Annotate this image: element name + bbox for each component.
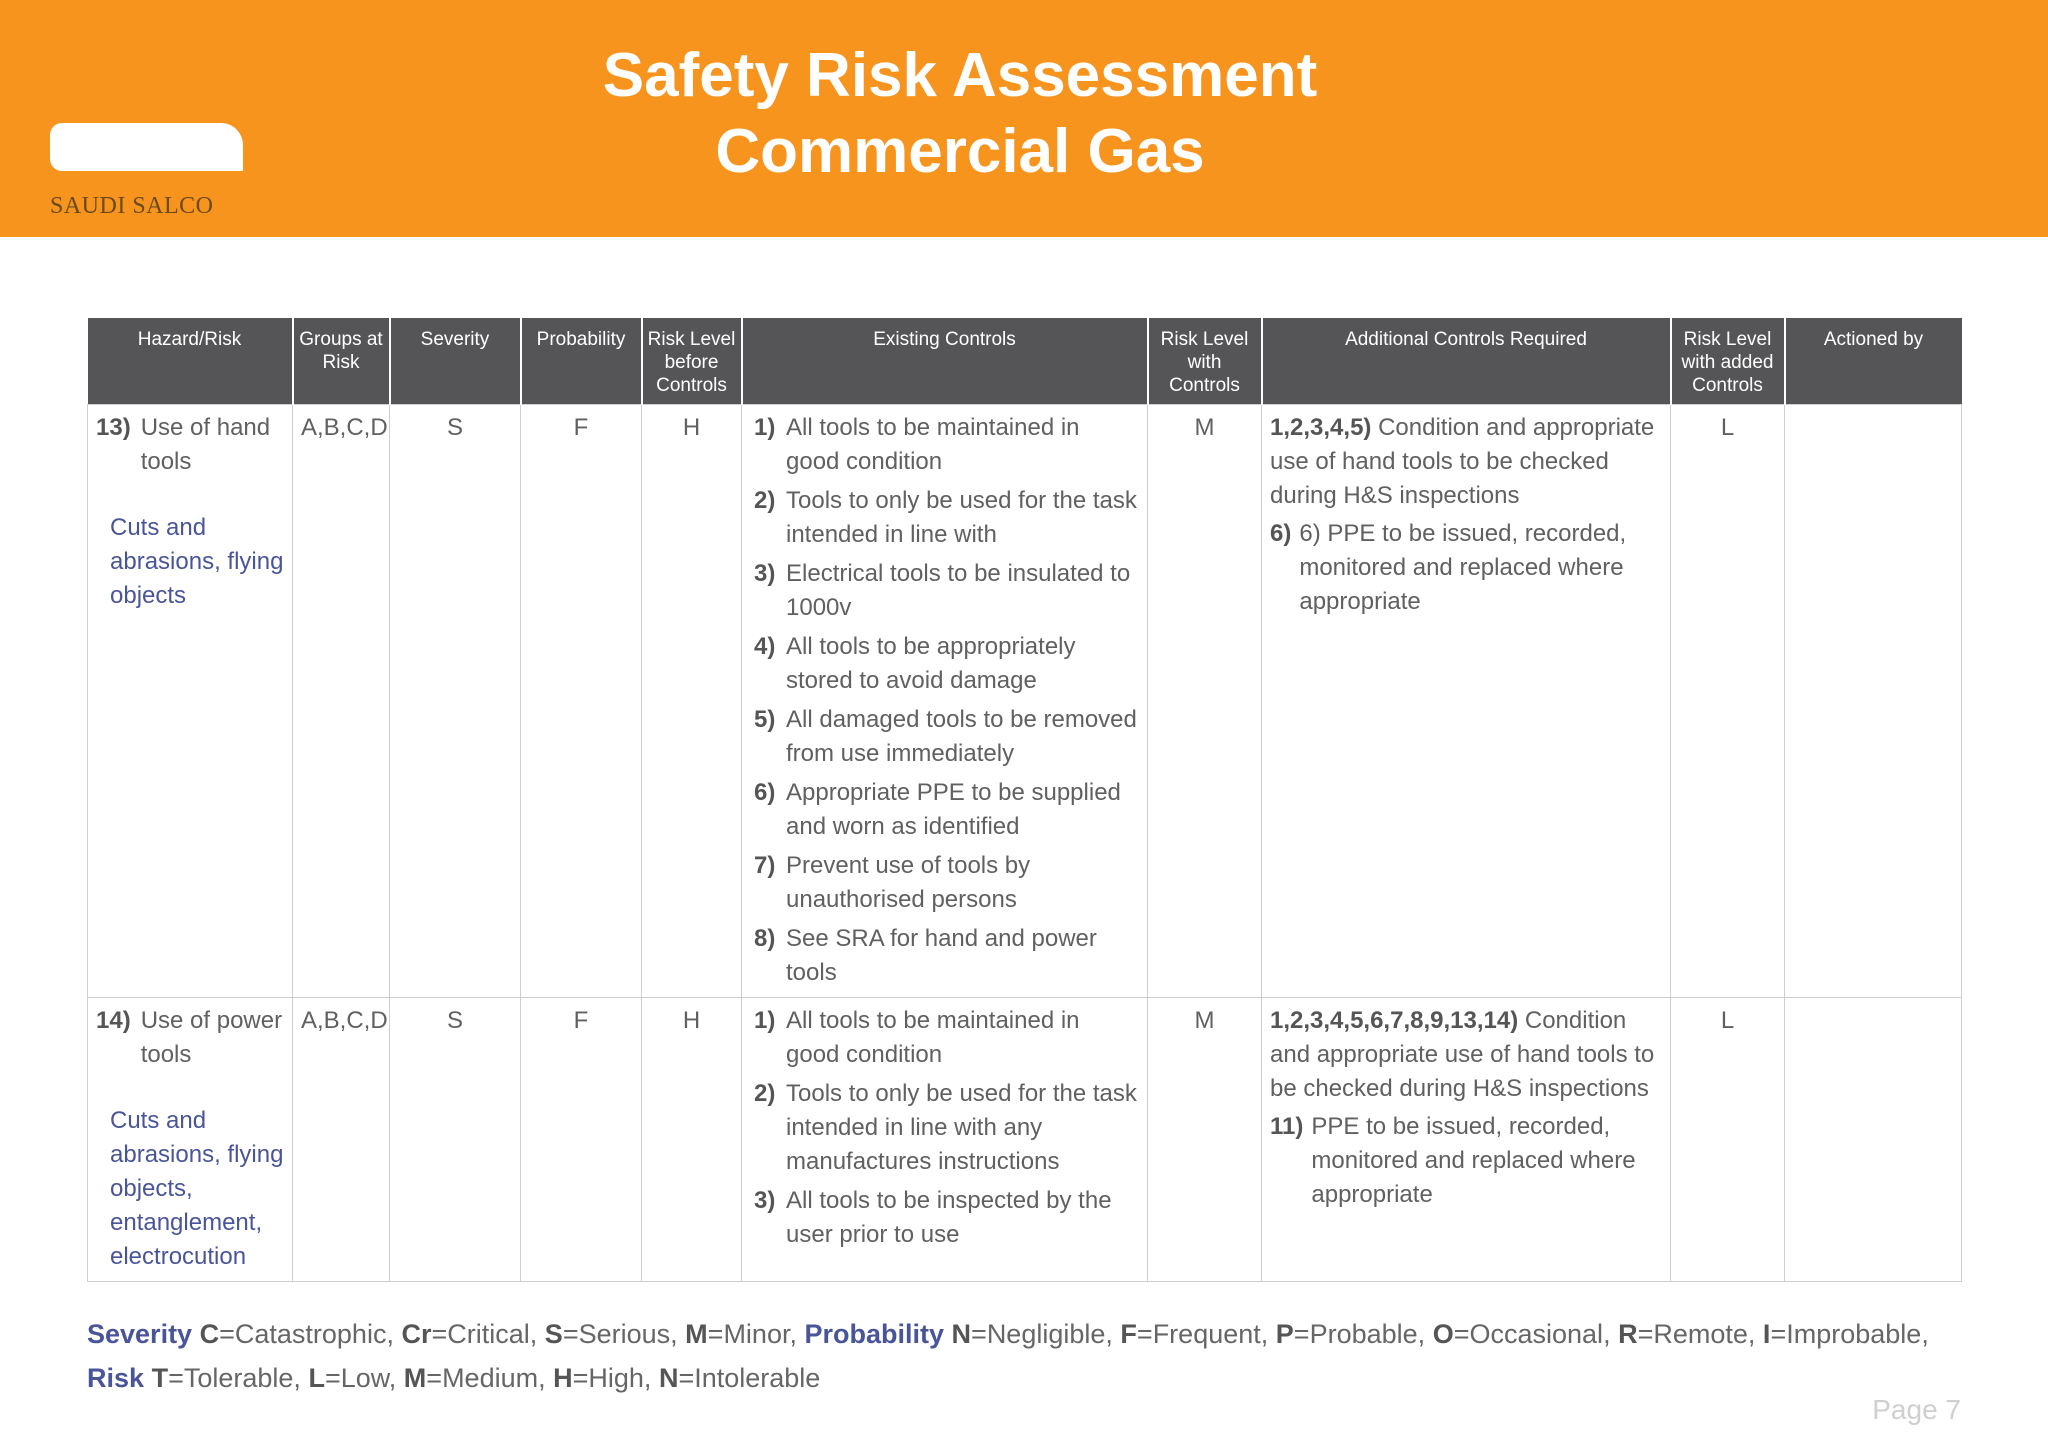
risk-added-controls-cell: L (1671, 997, 1785, 1281)
legend (87, 1312, 1987, 1400)
legend-value: Serious (578, 1319, 671, 1349)
severity-cell: S (390, 404, 521, 997)
additional-controls-sub (1270, 517, 1662, 619)
legend-value: Remote (1653, 1319, 1748, 1349)
list-item (754, 776, 1139, 844)
additional-controls-lead (1270, 411, 1662, 513)
item-text: All tools to be maintained in good condition (786, 413, 1080, 475)
item-number: 11) (1270, 1112, 1304, 1140)
legend-key: I (1762, 1319, 1771, 1349)
page-number: Page 7 (1872, 1394, 1961, 1425)
legend-line-2: Risk T=Tolerable, L=Low, M=Medium, H=High, N=Intolerable (87, 1363, 821, 1393)
legend-risk-label: Risk (87, 1363, 145, 1393)
page-header (0, 0, 2048, 237)
additional-controls-text: Condition and appropriate use of hand tools to be checked during H&S inspections (1270, 413, 1655, 509)
legend-value: High (588, 1363, 644, 1393)
item-number: 3) (754, 559, 776, 587)
legend-key: L (308, 1363, 325, 1393)
legend-key: Cr (401, 1319, 432, 1349)
item-text: See SRA for hand and power tools (786, 924, 1097, 986)
hazard-label: Use of power tools (140, 1006, 283, 1068)
legend-value: Probable (1309, 1319, 1418, 1349)
table-row (88, 404, 1962, 997)
item-number: 8) (754, 924, 776, 952)
legend-value: Low (340, 1363, 389, 1393)
hazard-note: Cuts and abrasions, flying objects, entanglement, electrocution (110, 1106, 284, 1270)
legend-value: Tolerable (183, 1363, 294, 1393)
list-item (754, 484, 1139, 552)
column-header: Hazard/Risk (88, 318, 293, 404)
legend-key: T (151, 1363, 169, 1393)
item-number: 7) (754, 851, 776, 879)
risk-before-cell: H (642, 404, 742, 997)
additional-controls-refs: 1,2,3,4,5,6,7,8,9,13,14) (1270, 1006, 1519, 1034)
legend-value: Critical (447, 1319, 530, 1349)
list-item (754, 1004, 1139, 1072)
legend-probability-label: Probability (804, 1319, 945, 1349)
list-item (754, 703, 1139, 771)
probability-cell: F (521, 997, 642, 1281)
hazard-note: Cuts and abrasions, flying objects (110, 513, 284, 609)
item-number: 2) (754, 1079, 776, 1107)
legend-value: Intolerable (694, 1363, 821, 1393)
item-number: 6) (1270, 519, 1292, 547)
legend-value: Catastrophic (234, 1319, 387, 1349)
column-header: Additional Controls Required (1262, 318, 1671, 404)
additional-controls-refs: 1,2,3,4,5) (1270, 413, 1372, 441)
column-header: Groups at Risk (293, 318, 390, 404)
risk-assessment-table (87, 318, 1962, 1282)
legend-value: Negligible (986, 1319, 1106, 1349)
item-text: All tools to be appropriately stored to avoid damage (786, 632, 1076, 694)
existing-controls-list (750, 411, 1139, 990)
legend-key: P (1275, 1319, 1294, 1349)
item-text: Prevent use of tools by unauthorised persons (786, 851, 1031, 913)
hazard-number: 14) (96, 1006, 131, 1034)
list-item (754, 557, 1139, 625)
item-text: Tools to only be used for the task intended in line with (786, 486, 1137, 548)
risk-with-controls-cell: M (1148, 404, 1262, 997)
column-header: Risk Level with Controls (1148, 318, 1262, 404)
column-header: Severity (390, 318, 521, 404)
additional-controls-cell (1262, 404, 1671, 997)
hazard-label: Use of hand tools (140, 413, 271, 475)
item-text: Appropriate PPE to be supplied and worn as identified (786, 778, 1121, 840)
actioned-by-cell (1785, 404, 1962, 997)
item-text: PPE to be issued, recorded, monitored and replaced where appropriate (1311, 1112, 1636, 1208)
page-title (460, 38, 1460, 190)
item-number: 1) (754, 413, 776, 441)
additional-controls-lead (1270, 1004, 1662, 1106)
list-item (754, 922, 1139, 990)
item-number: 3) (754, 1186, 776, 1214)
legend-value: Minor (723, 1319, 790, 1349)
legend-key: N (658, 1363, 679, 1393)
groups-cell: A,B,C,D (293, 997, 390, 1281)
list-item (754, 411, 1139, 479)
page-title-line1: Safety Risk Assessment (602, 41, 1318, 110)
legend-value: Medium (442, 1363, 539, 1393)
table-header-row (88, 318, 1962, 404)
item-text: All tools to be maintained in good condition (786, 1006, 1080, 1068)
list-item (754, 630, 1139, 698)
existing-controls-list (750, 1004, 1139, 1252)
legend-value: Occasional (1469, 1319, 1604, 1349)
page-title-line2: Commercial Gas (715, 117, 1205, 186)
list-item (754, 1184, 1139, 1252)
risk-added-controls-cell: L (1671, 404, 1785, 997)
column-header: Probability (521, 318, 642, 404)
legend-severity-label: Severity (87, 1319, 193, 1349)
hazard-cell (88, 997, 293, 1281)
column-header: Existing Controls (742, 318, 1148, 404)
legend-key: M (403, 1363, 427, 1393)
legend-value: Improbable (1786, 1319, 1922, 1349)
legend-key: N (951, 1319, 972, 1349)
legend-key: S (544, 1319, 563, 1349)
existing-controls-cell (742, 404, 1148, 997)
item-text: All damaged tools to be removed from use immediately (786, 705, 1137, 767)
item-number: 1) (754, 1006, 776, 1034)
severity-cell: S (390, 997, 521, 1281)
additional-controls-sub (1270, 1110, 1662, 1212)
existing-controls-cell (742, 997, 1148, 1281)
legend-key: R (1618, 1319, 1638, 1349)
legend-key: H (553, 1363, 573, 1393)
item-text: Tools to only be used for the task intended in line with any manufactures instructions (786, 1079, 1137, 1175)
list-item (754, 849, 1139, 917)
company-logo-text: SAUDI SALCO (50, 193, 214, 219)
hazard-number: 13) (96, 413, 131, 441)
list-item (754, 1077, 1139, 1179)
legend-line-1: Severity C=Catastrophic, Cr=Critical, S=Serious, M=Minor, Probability N=Negligible, F=Frequent, P=Probable, O=Occasional, R=Remote, I=Improbable, (87, 1319, 1929, 1349)
legend-key: F (1120, 1319, 1137, 1349)
groups-cell: A,B,C,D (293, 404, 390, 997)
item-number: 4) (754, 632, 776, 660)
table-row (88, 997, 1962, 1281)
actioned-by-cell (1785, 997, 1962, 1281)
hazard-cell (88, 404, 293, 997)
item-number: 6) (754, 778, 776, 806)
risk-with-controls-cell: M (1148, 997, 1262, 1281)
column-header: Risk Level before Controls (642, 318, 742, 404)
item-text: 6) PPE to be issued, recorded, monitored and replaced where appropriate (1299, 519, 1627, 615)
additional-controls-cell (1262, 997, 1671, 1281)
legend-value: Frequent (1152, 1319, 1261, 1349)
column-header: Actioned by (1785, 318, 1962, 404)
company-logo-mark (50, 123, 243, 171)
item-number: 5) (754, 705, 776, 733)
risk-assessment-table-wrapper (87, 318, 1961, 1282)
column-header: Risk Level with added Controls (1671, 318, 1785, 404)
item-text: Electrical tools to be insulated to 1000v (786, 559, 1131, 621)
legend-key: O (1432, 1319, 1454, 1349)
item-number: 2) (754, 486, 776, 514)
additional-controls-text: Condition and appropriate use of hand tools to be checked during H&S inspections (1270, 1006, 1655, 1102)
probability-cell: F (521, 404, 642, 997)
legend-key: C (199, 1319, 220, 1349)
legend-key: M (685, 1319, 708, 1349)
item-text: All tools to be inspected by the user prior to use (786, 1186, 1112, 1248)
risk-before-cell: H (642, 997, 742, 1281)
